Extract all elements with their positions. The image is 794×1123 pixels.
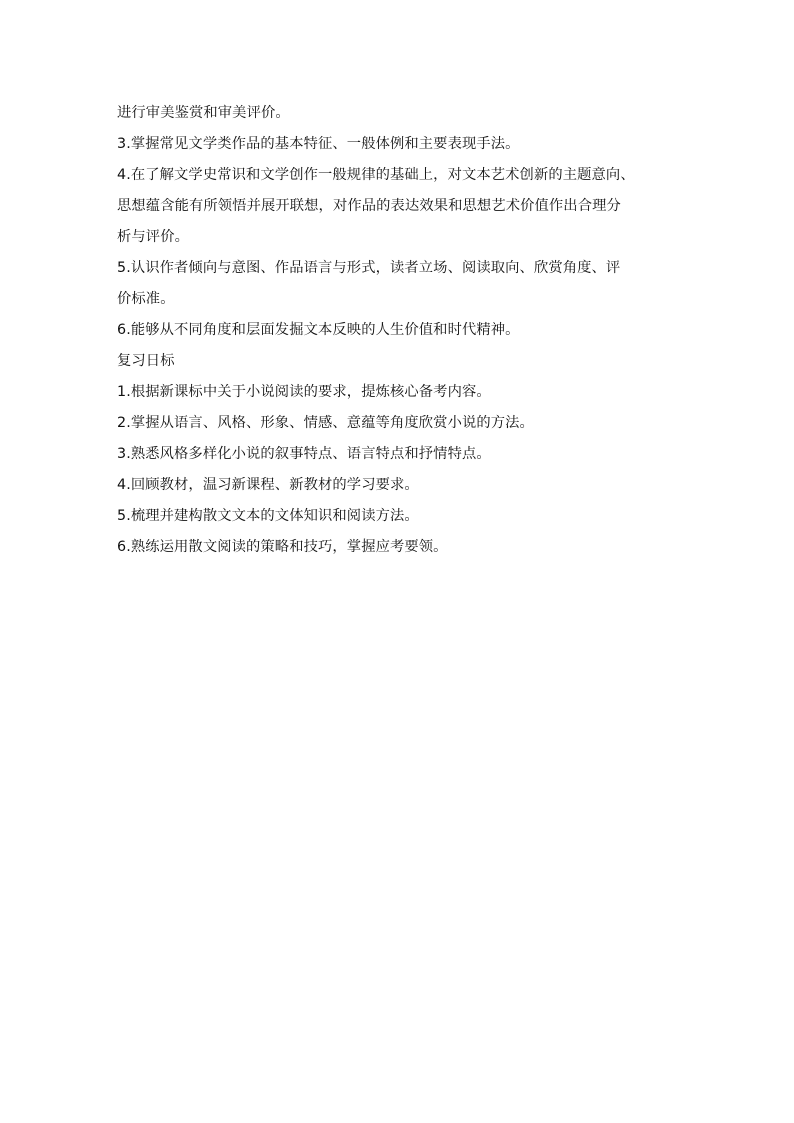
list-item: 5.梳理并建构散文文本的文体知识和阅读方法。 [117, 508, 419, 524]
paragraph-line: 5.认识作者倾向与意图、作品语言与形式，读者立场、阅读取向、欣赏角度、评 [117, 260, 621, 276]
list-item: 3.熟悉风格多样化小说的叙事特点、语言特点和抒情特点。 [117, 446, 491, 462]
paragraph-line: 析与评价。 [117, 229, 189, 245]
document-body [117, 98, 687, 563]
paragraph-line: 思想蕴含能有所领悟并展开联想，对作品的表达效果和思想艺术价值作出合理分 [117, 198, 621, 214]
list-item: 6.熟练运用散文阅读的策略和技巧，掌握应考要领。 [117, 539, 448, 555]
list-item: 1.根据新课标中关于小说阅读的要求，提炼核心备考内容。 [117, 384, 491, 400]
list-item: 4.回顾教材，温习新课程、新教材的学习要求。 [117, 477, 419, 493]
paragraph-line: 价标准。 [117, 291, 175, 307]
list-item: 2.掌握从语言、风格、形象、情感、意蕴等角度欣赏小说的方法。 [117, 415, 534, 431]
paragraph-line: 6.能够从不同角度和层面发掘文本反映的人生价值和时代精神。 [117, 322, 520, 338]
paragraph-line: 3.掌握常见文学类作品的基本特征、一般体例和主要表现手法。 [117, 136, 520, 152]
section-heading: 复习日标 [117, 353, 175, 369]
paragraph-line: 进行审美鉴赏和审美评价。 [117, 105, 290, 121]
paragraph-line: 4.在了解文学史常识和文学创作一般规律的基础上，对文本艺术创新的主题意向、 [117, 167, 635, 183]
